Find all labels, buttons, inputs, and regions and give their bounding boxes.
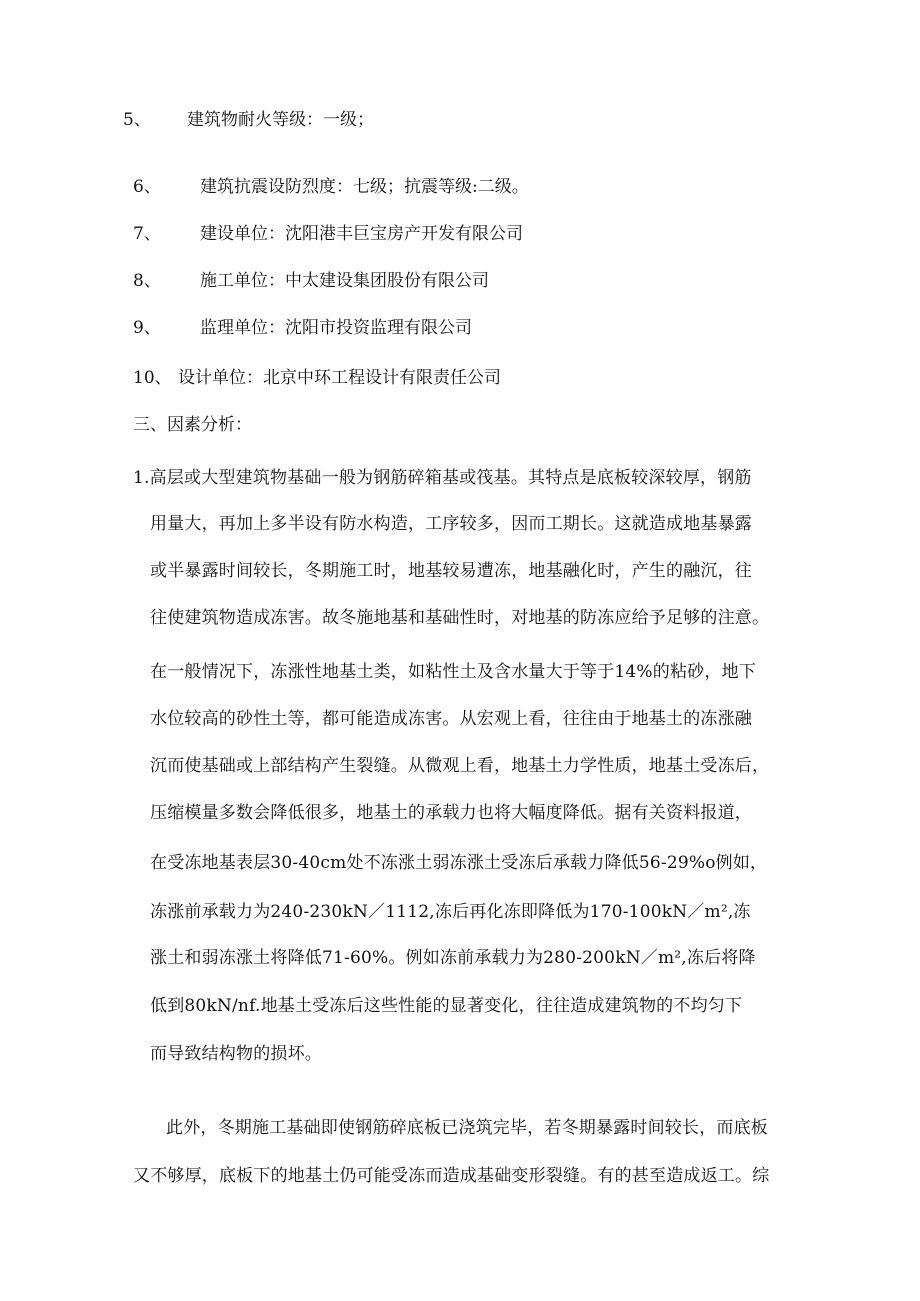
paragraph-line: 往使建筑物造成冻害。故冬施地基和基础性时，对地基的防冻应给予足够的注意。	[150, 608, 770, 628]
paragraph-line: 或半暴露时间较长，冬期施工时，地基较易遭冻，地基融化时，产生的融沉，往	[150, 561, 752, 581]
paragraph-line: 涨土和弱冻涨土将降低71-60%。例如冻前承载力为280-200kN／m²,冻后将降	[150, 948, 756, 968]
list-item-8	[133, 269, 633, 293]
list-item-5	[123, 108, 523, 132]
paragraph-line: 此外，冬期施工基础即使钢筋碎底板已浇筑完毕，若冬期暴露时间较长，而底板	[166, 1118, 768, 1138]
item-number: 10、	[133, 368, 172, 388]
paragraph-line: 用量大，再加上多半设有防水构造，工序较多，因而工期长。这就造成地基暴露	[150, 514, 752, 534]
section-heading: 三、因素分析：	[133, 415, 252, 435]
item-text: 建筑物耐火等级：一级；	[187, 110, 374, 130]
list-item-9	[133, 316, 633, 340]
paragraph-line: 低到80kN/nf.地基土受冻后这些性能的显著变化，往往造成建筑物的不均匀下	[150, 996, 743, 1016]
item-text: 建设单位：沈阳港丰巨宝房产开发有限公司	[200, 224, 523, 244]
paragraph-line: 在一般情况下，冻涨性地基土类，如粘性土及含水量大于等于14%的粘砂，地下	[150, 662, 756, 682]
item-text: 建筑抗震设防烈度：七级；抗震等级:二级。	[200, 177, 529, 197]
paragraph-line: 又不够厚，底板下的地基土仍可能受冻而造成基础变形裂缝。有的甚至造成返工。综	[133, 1166, 770, 1186]
item-text: 施工单位：中太建设集团股份有限公司	[200, 271, 489, 291]
item-number: 8、	[133, 271, 161, 291]
list-item-6	[133, 175, 633, 199]
paragraph-line: 在受冻地基表层30-40cm处不冻涨土弱冻涨土受冻后承载力降低56-29%o例如，	[150, 853, 768, 873]
item-number: 7、	[133, 224, 161, 244]
paragraph-line: 沉而使基础或上部结构产生裂缝。从微观上看，地基土力学性质，地基土受冻后，	[150, 756, 770, 776]
list-item-7	[133, 222, 633, 246]
paragraph-line: 压缩模量多数会降低很多，地基土的承载力也将大幅度降低。据有关资料报道，	[150, 803, 752, 823]
paragraph-line: 水位较高的砂性土等，都可能造成冻害。从宏观上看，往往由于地基土的冻涨融	[150, 709, 752, 729]
item-number: 6、	[133, 177, 161, 197]
item-number: 5、	[123, 110, 151, 130]
item-text: 设计单位：北京中环工程设计有限责任公司	[178, 368, 501, 388]
paragraph-line: 冻涨前承载力为240-230kN／1112,冻后再化冻即降低为170-100kN／m²,冻	[150, 902, 751, 922]
paragraph-line: 而导致结构物的损坏。	[150, 1044, 322, 1064]
list-item-10	[133, 366, 633, 390]
paragraph-line: 1.高层或大型建筑物基础一般为钢筋碎箱基或筏基。其特点是底板较深较厚，钢筋	[133, 468, 752, 488]
item-number: 9、	[133, 318, 161, 338]
item-text: 监理单位：沈阳市投资监理有限公司	[200, 318, 472, 338]
